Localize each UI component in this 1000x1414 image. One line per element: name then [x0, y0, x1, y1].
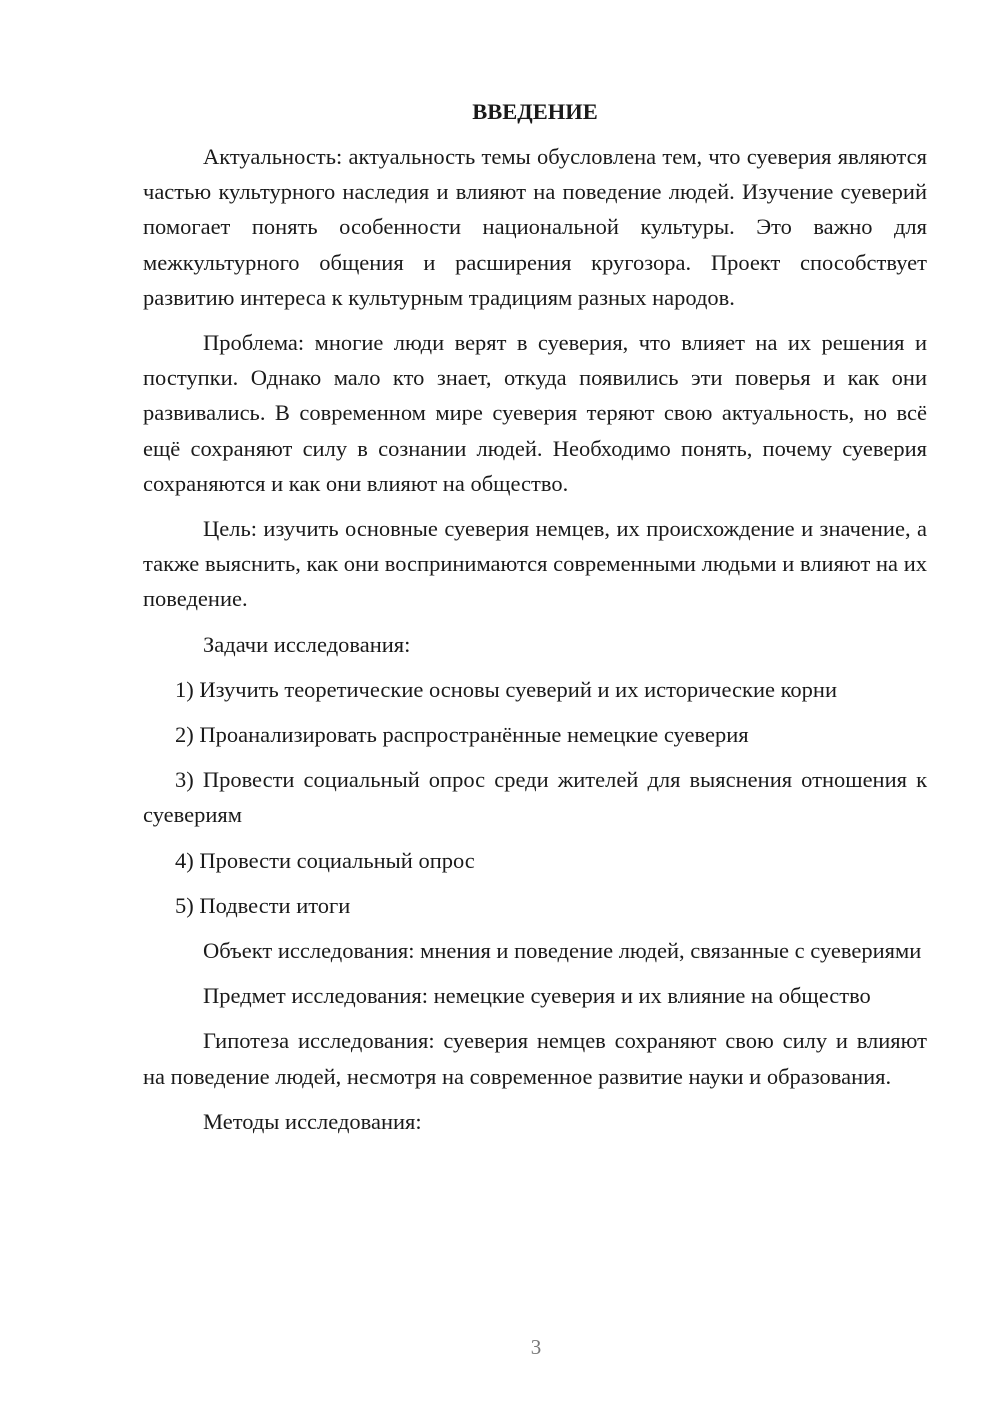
- paragraph-goal: Цель: изучить основные суеверия немцев, их происхождение и значение, а также выяснить, как они воспринимаются современными людьми и влияют на их поведение.: [143, 516, 927, 612]
- task-item: 3) Провести социальный опрос среди жителей для выяснения отношения к суевериям: [143, 767, 927, 828]
- task-item: 5) Подвести итоги: [175, 892, 351, 918]
- paragraph-relevance: Актуальность: актуальность темы обусловлена тем, что суеверия являются частью культурного наследия и влияют на поведение людей. Изучение суеверий помогает понять особенности национальной культуры. Это важно для межкультурного общения и расширения кругозора. Проект способствует развитию интереса к культурным традициям разных народов.: [143, 144, 927, 310]
- task-item: 4) Провести социальный опрос: [175, 847, 475, 873]
- paragraph-subject: Предмет исследования: немецкие суеверия и их влияние на общество: [203, 983, 871, 1009]
- page-number: 3: [530, 1335, 542, 1359]
- tasks-heading: Задачи исследования:: [203, 631, 411, 657]
- page-title: ВВЕДЕНИЕ: [472, 99, 598, 124]
- paragraph-hypothesis: Гипотеза исследования: суеверия немцев сохраняют свою силу и влияют на поведение людей, несмотря на современное развитие науки и образования.: [143, 1028, 927, 1089]
- paragraph-object: Объект исследования: мнения и поведение людей, связанные с суевериями: [203, 938, 922, 964]
- paragraph-problem: Проблема: многие люди верят в суеверия, что влияет на их решения и поступки. Однако мало кто знает, откуда появились эти поверья и как они развивались. В современном мире суеверия теряют свою актуальность, но всё ещё сохраняют силу в сознании людей. Необходимо понять, почему суеверия сохраняются и как они влияют на общество.: [143, 330, 927, 496]
- methods-heading: Методы исследования:: [203, 1108, 422, 1134]
- task-item: 2) Проанализировать распространённые немецкие суеверия: [175, 722, 749, 748]
- page-content: [143, 94, 927, 1149]
- task-item: 1) Изучить теоретические основы суеверий и их исторические корни: [175, 676, 837, 702]
